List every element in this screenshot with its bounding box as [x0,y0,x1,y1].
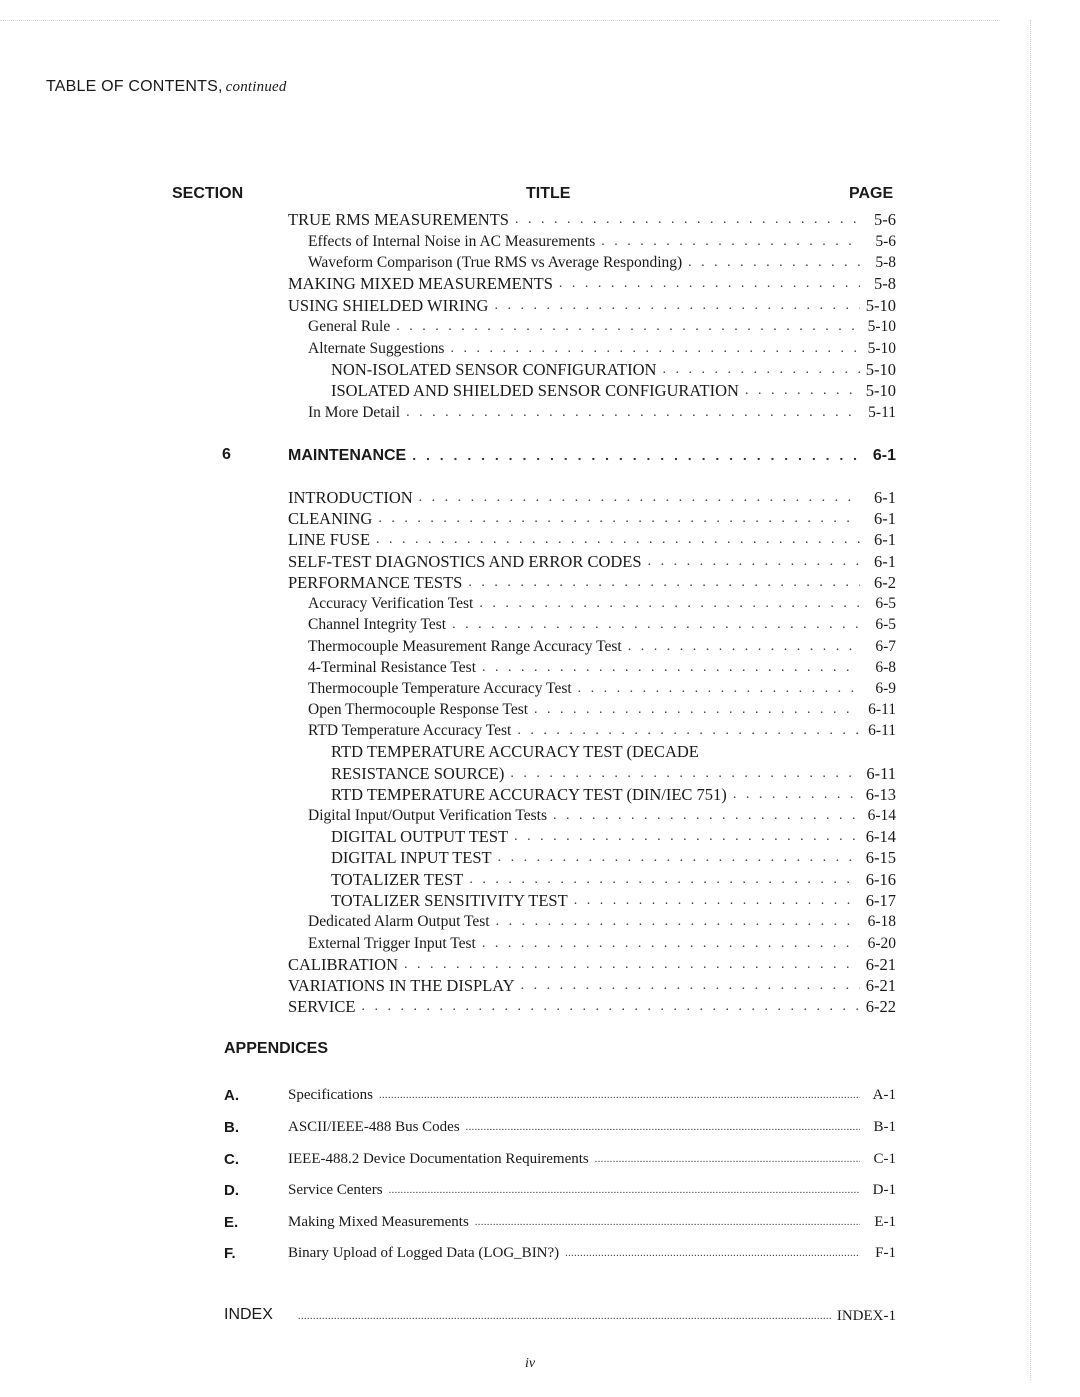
appendix-letter: E. [224,1214,239,1231]
entry-page: 6-21 [865,976,896,995]
entry-title: Thermocouple Temperature Accuracy Test [308,680,572,697]
appendix-letter: D. [224,1182,239,1199]
entry-page: B-1 [873,1119,896,1135]
entry-title: NON-ISOLATED SENSOR CONFIGURATION [331,360,657,379]
appendix-letter: A. [224,1087,239,1104]
appendix-letter: C. [224,1151,239,1168]
dot-leader [419,487,860,508]
appendix-entry[interactable] [288,1212,896,1233]
entry-page: 6-20 [867,935,896,952]
dot-leader [648,551,860,572]
dot-leader [688,252,860,273]
dot-leader [379,1085,860,1106]
entry-title: Digital Input/Output Verification Tests [308,807,547,824]
entry-page: INDEX-1 [836,1308,896,1324]
entry-page: 5-6 [874,210,896,229]
entry-page: 5-10 [867,318,896,335]
toc-entry[interactable] [308,699,896,720]
toc-entry[interactable] [288,975,896,996]
toc-entry[interactable] [331,380,896,401]
entry-title: CALIBRATION [288,955,398,974]
entry-title: Service Centers [288,1182,383,1198]
entry-title: Alternate Suggestions [308,340,445,357]
toc-entry[interactable] [331,359,896,380]
toc-entry[interactable] [288,996,896,1017]
toc-entry[interactable] [308,911,896,932]
toc-entry[interactable] [288,273,896,294]
entry-title: RTD TEMPERATURE ACCURACY TEST (DIN/IEC 751) [331,785,727,804]
index-entry[interactable] [292,1306,896,1327]
dot-leader [452,614,860,635]
entry-page: 6-16 [865,870,896,889]
toc-entry[interactable] [288,551,896,572]
entry-page: 5-11 [868,404,896,421]
toc-entry[interactable] [308,316,896,337]
dot-leader [450,338,860,359]
entry-title: PERFORMANCE TESTS [288,573,463,592]
entry-page: 6-17 [865,891,896,910]
dot-leader [534,699,860,720]
dot-leader [396,316,860,337]
entry-page: 6-18 [867,913,896,930]
dot-leader [521,975,860,996]
entry-title: TOTALIZER SENSITIVITY TEST [331,891,568,910]
entry-title: External Trigger Input Test [308,935,476,952]
entry-page: 6-2 [874,573,896,592]
entry-page: 6-9 [875,680,896,697]
dot-leader [553,805,860,826]
entry-title: General Rule [308,318,391,335]
dot-leader [662,359,859,380]
toc-entry[interactable] [308,805,896,826]
toc-entry[interactable] [331,847,896,868]
entry-title: Thermocouple Measurement Range Accuracy Test [308,638,622,655]
toc-entry[interactable] [288,572,896,593]
dot-leader [466,1117,860,1138]
dot-leader [514,826,860,847]
dot-leader [745,380,860,401]
entry-title: Accuracy Verification Test [308,595,474,612]
dot-leader [469,869,859,890]
dot-leader [565,1243,860,1264]
toc-entry[interactable] [308,614,896,635]
entry-title: DIGITAL INPUT TEST [331,848,492,867]
entry-title: Making Mixed Measurements [288,1214,469,1230]
toc-entry[interactable] [308,678,896,699]
entry-title: In More Detail [308,404,401,421]
toc-entry[interactable] [308,636,896,657]
toc-entry[interactable] [331,826,896,847]
entry-title: RTD TEMPERATURE ACCURACY TEST (DECADE [331,742,699,761]
entry-page: 5-10 [865,296,896,315]
entry-title: RESISTANCE SOURCE) [331,764,505,783]
entry-title: Binary Upload of Logged Data (LOG_BIN?) [288,1245,560,1261]
entry-title: VARIATIONS IN THE DISPLAY [288,976,515,995]
toc-entry[interactable] [331,869,896,890]
entry-page: 5-10 [865,381,896,400]
entry-page: 6-11 [868,701,896,718]
entry-title: MAINTENANCE [288,447,407,464]
entry-page: 5-10 [867,340,896,357]
column-header-title: TITLE [526,185,571,202]
entry-page: 6-15 [865,848,896,867]
entry-page: 6-1 [874,488,896,507]
entry-title: DIGITAL OUTPUT TEST [331,827,509,846]
toc-entry[interactable] [308,657,896,678]
entry-page: E-1 [874,1214,896,1230]
entry-page: 6-14 [865,827,896,846]
dot-leader [479,593,860,614]
entry-page: A-1 [872,1087,896,1103]
entry-title: ISOLATED AND SHIELDED SENSOR CONFIGURATION [331,381,739,400]
entry-title: Waveform Comparison (True RMS vs Average Responding) [308,254,683,271]
toc-entry-first-line[interactable] [331,741,896,762]
appendix-entry[interactable] [288,1085,896,1106]
entry-title: Open Thermocouple Response Test [308,701,529,718]
index-label: INDEX [224,1306,273,1323]
entry-page: 6-13 [865,785,896,804]
dot-leader [733,784,860,805]
toc-entry[interactable] [331,890,896,911]
toc-entry[interactable] [308,933,896,954]
entry-page: 6-8 [875,659,896,676]
appendix-entry[interactable] [288,1243,896,1264]
dot-leader [406,402,860,423]
dot-leader [482,933,860,954]
dot-leader [378,508,860,529]
entry-title: RTD Temperature Accuracy Test [308,722,512,739]
entry-page: 6-11 [868,722,896,739]
entry-title: 4-Terminal Resistance Test [308,659,476,676]
entry-page: 6-5 [875,595,896,612]
dot-leader [475,1212,860,1233]
entry-title: TRUE RMS MEASUREMENTS [288,210,509,229]
toc-heading-title: TABLE OF CONTENTS, [46,78,223,95]
appendix-letter: B. [224,1119,239,1136]
toc-entry[interactable] [308,720,896,741]
entry-page: 5-10 [865,360,896,379]
dot-leader [298,1306,831,1327]
toc-entry[interactable] [308,338,896,359]
entry-page: F-1 [875,1245,896,1261]
entry-page: 6-1 [872,447,896,464]
dot-leader [559,273,860,294]
toc-entry[interactable] [288,209,896,230]
side-dotted-rule [1030,20,1031,1380]
toc-heading [46,78,287,96]
dot-leader [498,847,860,868]
toc-entry[interactable] [308,252,896,273]
dot-leader [389,1180,860,1201]
entry-page: 6-14 [867,807,896,824]
entry-title: LINE FUSE [288,530,371,549]
dot-leader [515,209,860,230]
entry-page: C-1 [873,1151,896,1167]
entry-page: 6-7 [875,638,896,655]
appendix-letter: F. [224,1245,236,1262]
column-header-page: PAGE [849,185,894,202]
toc-entry[interactable] [288,529,896,550]
dot-leader [574,890,860,911]
toc-entry[interactable] [331,763,896,784]
toc-heading-continued: continued [225,79,287,95]
appendix-entry[interactable] [288,1149,896,1170]
section-number: 6 [222,446,231,463]
entry-title: Effects of Internal Noise in AC Measurements [308,233,596,250]
entry-page: 5-8 [875,254,896,271]
page-number: iv [524,1356,536,1371]
dot-leader [404,954,860,975]
toc-entry[interactable] [308,402,896,423]
entry-title: CLEANING [288,509,373,528]
entry-title: IEEE-488.2 Device Documentation Requirements [288,1151,589,1167]
column-header-section: SECTION [172,185,244,202]
toc-entry[interactable] [308,231,896,252]
entry-title: TOTALIZER TEST [331,870,464,889]
entry-page: 6-5 [875,616,896,633]
entry-page: 5-8 [874,274,896,293]
dot-leader [628,636,860,657]
entry-page: 6-11 [866,764,896,783]
toc-entry[interactable] [288,487,896,508]
dot-leader [578,678,860,699]
appendices-heading: APPENDICES [224,1040,329,1057]
top-dotted-rule [0,20,1000,21]
toc-entry[interactable] [288,508,896,529]
entry-page: 5-6 [875,233,896,250]
section-title-entry[interactable] [288,445,896,466]
toc-entry[interactable] [288,954,896,975]
appendix-entry[interactable] [288,1117,896,1138]
entry-page: 6-21 [865,955,896,974]
appendix-entry[interactable] [288,1180,896,1201]
toc-entry[interactable] [308,593,896,614]
dot-leader [496,911,860,932]
entry-page: 6-1 [874,530,896,549]
dot-leader [376,529,860,550]
dot-leader [494,295,859,316]
entry-title: SERVICE [288,997,356,1016]
entry-title: ASCII/IEEE-488 Bus Codes [288,1119,460,1135]
entry-title: INTRODUCTION [288,488,413,507]
dot-leader [468,572,860,593]
entry-title: SELF-TEST DIAGNOSTICS AND ERROR CODES [288,552,642,571]
dot-leader [595,1149,860,1170]
entry-page: D-1 [872,1182,896,1198]
dot-leader [510,763,860,784]
entry-title: USING SHIELDED WIRING [288,296,489,315]
dot-leader [601,231,860,252]
dot-leader [412,445,860,466]
dot-leader [517,720,860,741]
entry-page: 6-1 [874,552,896,571]
dot-leader [482,657,860,678]
entry-title: Specifications [288,1087,373,1103]
entry-title: Dedicated Alarm Output Test [308,913,490,930]
dot-leader [361,996,859,1017]
toc-entry[interactable] [331,784,896,805]
toc-entry[interactable] [288,295,896,316]
entry-title: MAKING MIXED MEASUREMENTS [288,274,553,293]
entry-page: 6-1 [874,509,896,528]
entry-page: 6-22 [865,997,896,1016]
entry-title: Channel Integrity Test [308,616,447,633]
